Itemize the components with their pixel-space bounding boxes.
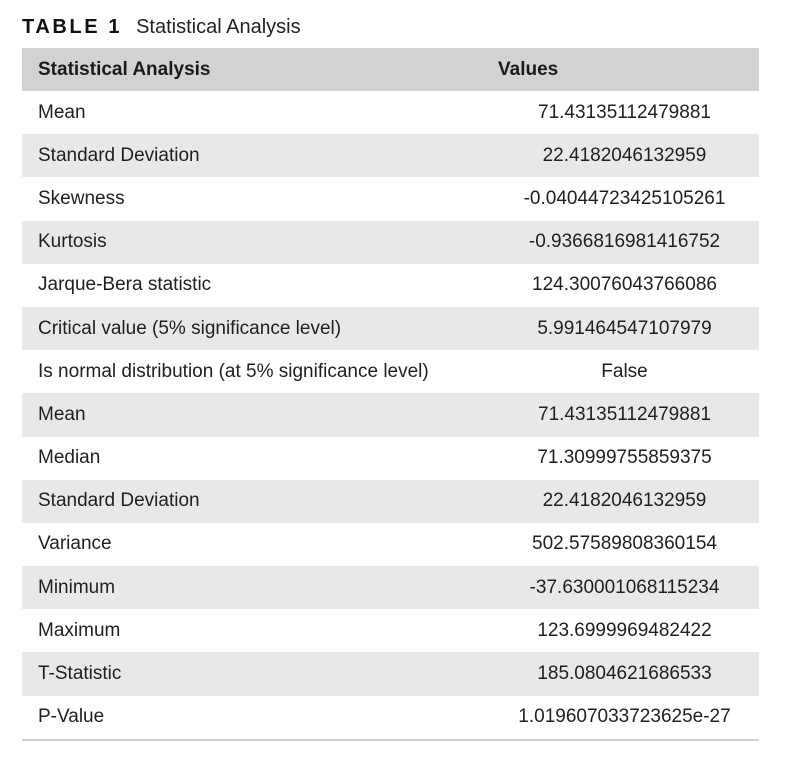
table-title: Statistical Analysis bbox=[136, 16, 301, 38]
table-row bbox=[22, 350, 759, 393]
row-label: Mean bbox=[38, 101, 86, 123]
row-value: 1.019607033723625e-27 bbox=[518, 706, 731, 728]
table-row bbox=[22, 221, 759, 264]
statistics-table-container bbox=[22, 48, 759, 741]
statistics-table bbox=[22, 48, 759, 739]
table-row bbox=[22, 264, 759, 307]
table-row bbox=[22, 437, 759, 480]
table-row bbox=[22, 134, 759, 177]
table-row bbox=[22, 696, 759, 739]
table-header bbox=[22, 48, 759, 91]
row-value: False bbox=[601, 360, 648, 382]
row-value: -0.04044723425105261 bbox=[523, 187, 726, 209]
row-label: Is normal distribution (at 5% significance level) bbox=[38, 360, 429, 382]
table-row bbox=[22, 609, 759, 652]
table-body bbox=[22, 91, 759, 739]
table-row bbox=[22, 393, 759, 436]
row-value: 22.4182046132959 bbox=[542, 490, 707, 512]
table-caption bbox=[22, 12, 301, 42]
row-value: 71.30999755859375 bbox=[537, 447, 712, 469]
row-value: 71.43135112479881 bbox=[538, 403, 711, 425]
row-label: Variance bbox=[38, 533, 112, 555]
table-row bbox=[22, 566, 759, 609]
table-row bbox=[22, 307, 759, 350]
row-value: -37.630001068115234 bbox=[529, 576, 720, 598]
table-row bbox=[22, 652, 759, 695]
column-header-statistic: Statistical Analysis bbox=[38, 58, 211, 80]
row-label: Jarque-Bera statistic bbox=[38, 274, 212, 296]
row-label: Maximum bbox=[38, 619, 121, 641]
row-label: T-Statistic bbox=[38, 663, 122, 685]
row-label: Median bbox=[38, 447, 101, 469]
row-label: Minimum bbox=[38, 576, 116, 598]
row-label: P-Value bbox=[38, 706, 105, 728]
row-value: 502.57589808360154 bbox=[532, 533, 717, 555]
table-bottom-rule bbox=[22, 739, 759, 741]
row-label: Mean bbox=[38, 403, 86, 425]
table-row bbox=[22, 523, 759, 566]
table-row bbox=[22, 177, 759, 220]
row-value: 22.4182046132959 bbox=[542, 144, 707, 166]
row-value: 124.30076043766086 bbox=[532, 274, 717, 296]
row-value: 5.991464547107979 bbox=[537, 317, 712, 339]
row-value: 71.43135112479881 bbox=[538, 101, 711, 123]
row-value: 185.0804621686533 bbox=[537, 663, 712, 685]
row-value: 123.6999969482422 bbox=[537, 619, 712, 641]
row-label: Kurtosis bbox=[38, 231, 107, 253]
column-header-values: Values bbox=[498, 58, 559, 80]
header-row bbox=[22, 48, 759, 91]
table-number-label: TABLE 1 bbox=[22, 16, 123, 38]
row-value: -0.9366816981416752 bbox=[528, 231, 721, 253]
table-row bbox=[22, 480, 759, 523]
row-label: Critical value (5% significance level) bbox=[38, 317, 342, 339]
table-row bbox=[22, 91, 759, 134]
row-label: Skewness bbox=[38, 187, 125, 209]
row-label: Standard Deviation bbox=[38, 144, 200, 166]
row-label: Standard Deviation bbox=[38, 490, 200, 512]
